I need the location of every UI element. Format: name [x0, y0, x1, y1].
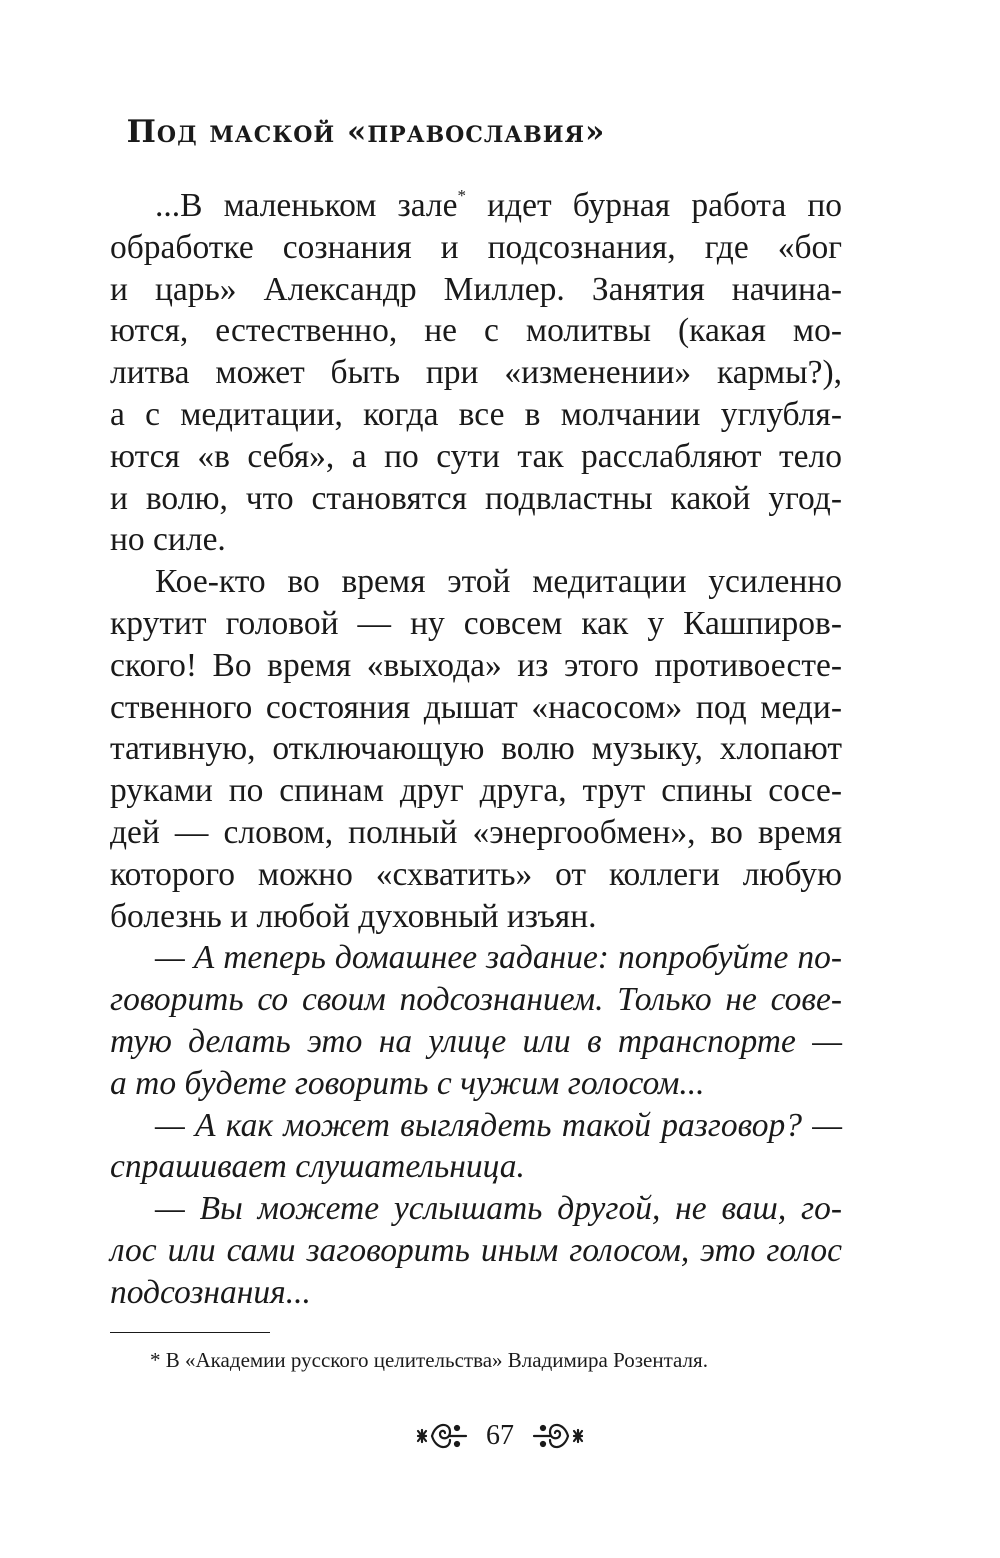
- text-line: которого можно «схватить» от коллеги любую: [110, 855, 842, 893]
- right-ornament-icon: [530, 1416, 590, 1456]
- text-line: ...В маленьком зале* идет бурная работа по: [155, 186, 842, 224]
- footnote: * В «Академии русского целительства» Владимира Розенталя.: [150, 1348, 708, 1372]
- paragraph-5: [110, 1188, 842, 1313]
- page-number: 67: [486, 1420, 514, 1451]
- text-line: крутит головой — ну совсем как у Кашпиров-: [110, 604, 842, 642]
- footnote-marker: *: [457, 186, 466, 205]
- text-line: дей — словом, полный «энергообмен», во время: [110, 813, 842, 851]
- text-line: спрашивает слушательница.: [110, 1148, 525, 1186]
- text-line: — А теперь домашнее задание: попробуйте по-: [155, 939, 842, 977]
- text-body: [110, 185, 842, 1314]
- text-line: обработке сознания и подсознания, где «бог: [110, 228, 842, 266]
- text-line: ственного состояния дышат «насосом» под меди-: [110, 688, 842, 726]
- chapter-title: Под маской «православия»: [126, 114, 606, 150]
- text-line: но силе.: [110, 521, 226, 559]
- text-line: а то будете говорить с чужим голосом...: [110, 1064, 705, 1102]
- text-line: а с медитации, когда все в молчании углубля-: [110, 395, 842, 433]
- text-line: ются «в себя», а по сути так расслабляют тело: [110, 437, 842, 475]
- text-line: ского! Во время «выхода» из этого противоесте-: [110, 646, 842, 684]
- text-line: говорить со своим подсознанием. Только не сове-: [110, 981, 842, 1019]
- text-line: — А как может выглядеть такой разговор? —: [155, 1106, 842, 1144]
- text-line: Кое-кто во время этой медитации усиленно: [155, 563, 842, 601]
- text-line: тую делать это на улице или в транспорте —: [110, 1022, 842, 1060]
- text-line: руками по спинам друг друга, трут спины сосе-: [110, 772, 842, 810]
- text-line: тативную, отключающую волю музыку, хлопают: [110, 730, 842, 768]
- text-line: и волю, что становятся подвластны какой угод-: [110, 479, 842, 517]
- text-line: лос или сами заговорить иным голосом, это голос: [110, 1231, 842, 1269]
- text-line: болезнь и любой духовный изъян.: [110, 897, 597, 935]
- footnote-divider: [110, 1332, 270, 1333]
- paragraph-3: [110, 937, 842, 1104]
- paragraph-2: [110, 561, 842, 937]
- paragraph-4: [110, 1105, 842, 1189]
- paragraph-1: [110, 185, 842, 561]
- text-line: подсознания...: [110, 1273, 311, 1311]
- text-line: ются, естественно, не с молитвы (какая мо-: [110, 312, 842, 350]
- left-ornament-icon: [410, 1416, 470, 1456]
- text-line: литва может быть при «изменении» кармы?),: [110, 354, 842, 392]
- page-footer: [0, 1416, 1000, 1456]
- text-line: — Вы можете услышать другой, не ваш, го-: [155, 1190, 842, 1228]
- text-line: и царь» Александр Миллер. Занятия начина-: [110, 270, 842, 308]
